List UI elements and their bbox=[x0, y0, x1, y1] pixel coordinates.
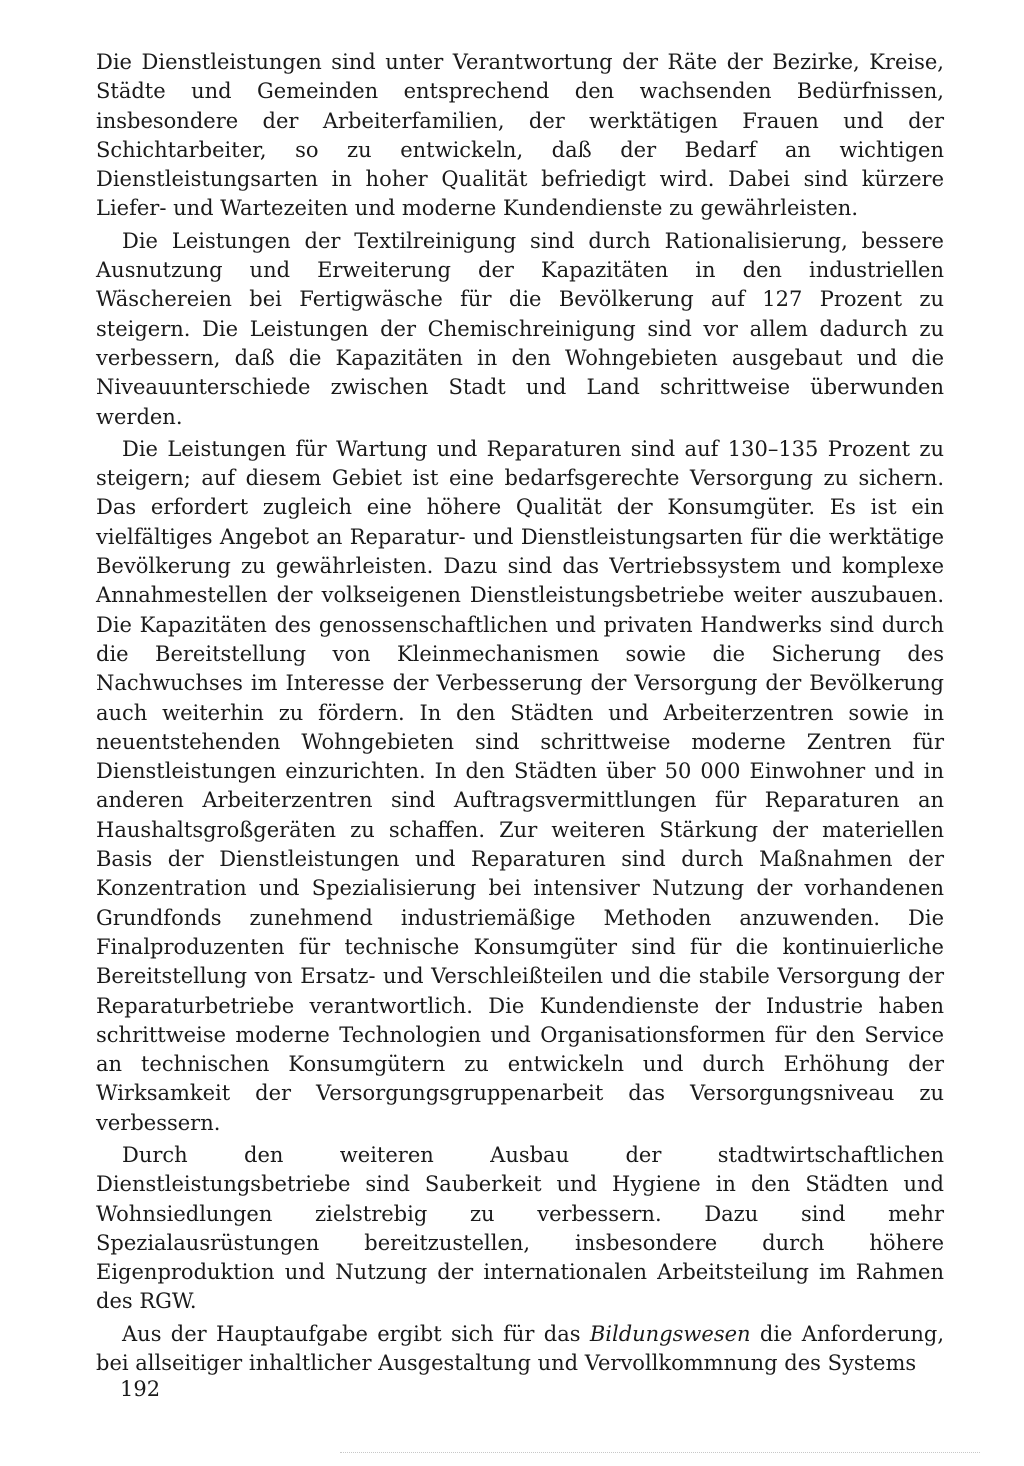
paragraph-5 bbox=[96, 1320, 944, 1379]
paragraph-4: Durch den weiteren Ausbau der stadtwirtschaftlichen Dienstleistungsbetriebe sind Sauberkeit und Hygiene in den Städten und Wohnsiedlungen zielstrebig zu verbessern. Dazu sind mehr Spezialausrüstungen bereitzustellen, insbesondere durch höhere Eigenproduktion und Nutzung der internationalen Arbeitsteilung im Rahmen des RGW. bbox=[96, 1142, 944, 1314]
paragraph-5-emphasis: Bildungswesen bbox=[589, 1321, 751, 1346]
paragraph-5-after: die Anforderung, bei allseitiger inhaltlicher Ausgestaltung und Vervollkommnung des Systems bbox=[96, 1321, 944, 1376]
paragraph-3: Die Leistungen für Wartung und Reparaturen sind auf 130–135 Prozent zu steigern; auf diesem Gebiet ist eine bedarfsgerechte Versorgung zu sichern. Das erfordert zugleich eine höhere Qualität der Konsumgüter. Es ist ein vielfältiges Angebot an Reparatur- und Dienstleistungsarten für die werktätige Bevölkerung zu gewährleisten. Dazu sind das Vertriebssystem und komplexe Annahmestellen der volkseigenen Dienstleistungsbetriebe weiter auszubauen. Die Kapazitäten des genossenschaftlichen und privaten Handwerks sind durch die Bereitstellung von Kleinmechanismen sowie die Sicherung des Nachwuchses im Interesse der Verbesserung der Versorgung der Bevölkerung auch weiterhin zu fördern. In den Städten und Arbeiterzentren sowie in neuentstehenden Wohngebieten sind schrittweise moderne Zentren für Dienstleistungen einzurichten. In den Städten über 50 000 Einwohner und in anderen Arbeiterzentren sind Auftragsvermittlungen für Reparaturen an Haushaltsgroßgeräten zu schaffen. Zur weiteren Stärkung der materiellen Basis der Dienstleistungen und Reparaturen sind durch Maßnahmen der Konzentration und Spezialisierung bei intensiver Nutzung der vorhandenen Grundfonds zunehmend industriemäßige Methoden anzuwenden. Die Finalproduzenten für technische Konsumgüter sind für die kontinuierliche Bereitstellung von Ersatz- und Verschleißteilen und die stabile Versorgung der Reparaturbetriebe verantwortlich. Die Kundendienste der Industrie haben schrittweise moderne Technologien und Organisationsformen für den Service an technischen Konsumgütern zu entwickeln und durch Erhöhung der Wirksamkeit der Versorgungsgruppenarbeit das Versorgungsniveau zu verbessern. bbox=[96, 436, 944, 1135]
document-page bbox=[96, 48, 944, 1378]
scan-edge-line bbox=[340, 1452, 980, 1454]
paragraph-1: Die Dienstleistungen sind unter Verantwortung der Räte der Bezirke, Kreise, Städte und Gemeinden entsprechend den wachsenden Bedürfnissen, insbesondere der Arbeiterfamilien, der werktätigen Frauen und der Schichtarbeiter, so zu entwickeln, daß der Bedarf an wichtigen Dienstleistungsarten in hoher Qualität befriedigt wird. Dabei sind kürzere Liefer- und Wartezeiten und moderne Kundendienste zu gewährleisten. bbox=[96, 50, 944, 221]
page-number: 192 bbox=[120, 1377, 161, 1401]
paragraph-5-before: Aus der Hauptaufgabe ergibt sich für das bbox=[122, 1321, 590, 1346]
paragraph-2: Die Leistungen der Textilreinigung sind durch Rationalisierung, bessere Ausnutzung und Erweiterung der Kapazitäten in den industriellen Wäschereien bei Fertigwäsche für die Bevölkerung auf 127 Prozent zu steigern. Die Leistungen der Chemischreinigung sind vor allem dadurch zu verbessern, daß die Kapazitäten in den Wohngebieten ausgebaut und die Niveauunterschiede zwischen Stadt und Land schrittweise überwunden werden. bbox=[96, 228, 944, 429]
